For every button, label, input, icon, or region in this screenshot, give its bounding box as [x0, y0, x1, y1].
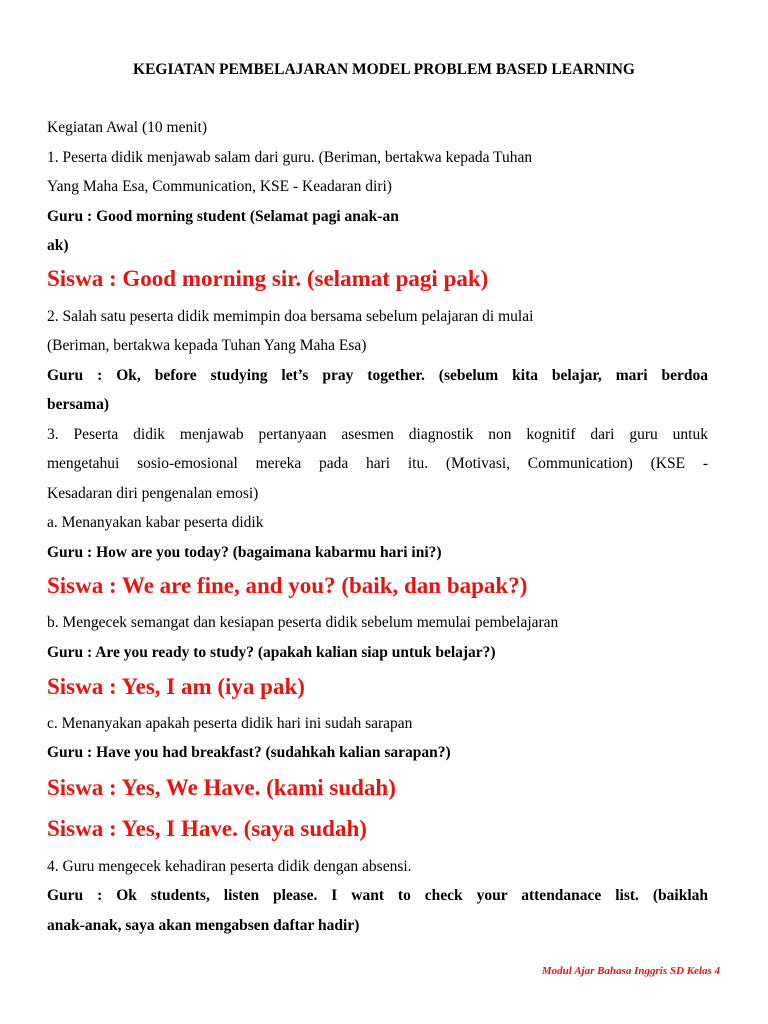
step-3b-text: b. Mengecek semangat dan kesiapan peserta didik sebelum memulai pembelajaran [47, 614, 559, 631]
guru-line-4-cont: anak-anak, saya akan mengabsen daftar hadir) [47, 917, 360, 934]
step-3-text: 3. Peserta didik menjawab pertanyaan asesmen diagnostik non kognitif dari guru untuk [47, 426, 708, 443]
step-1-text-cont: Yang Maha Esa, Communication, KSE - Keadaran diri) [47, 178, 392, 195]
siswa-response-3: Siswa : Yes, I am (iya pak) [47, 674, 305, 699]
document-title: KEGIATAN PEMBELAJARAN MODEL PROBLEM BASED LEARNING [133, 61, 635, 78]
step-2-text: 2. Salah satu peserta didik memimpin doa bersama sebelum pelajaran di mulai [47, 308, 534, 325]
step-1-text: 1. Peserta didik menjawab salam dari guru. (Beriman, bertakwa kepada Tuhan [47, 149, 533, 166]
guru-line-2: Guru : Ok, before studying let’s pray together. (sebelum kita belajar, mari berdoa [47, 367, 708, 384]
guru-line-3a: Guru : How are you today? (bagaimana kabarmu hari ini?) [47, 544, 442, 561]
section-heading: Kegiatan Awal (10 menit) [47, 119, 207, 136]
guru-line-4: Guru : Ok students, listen please. I want to check your attendanace list. (baiklah [47, 887, 708, 904]
siswa-response-4: Siswa : Yes, We Have. (kami sudah) [47, 775, 396, 800]
step-4-text: 4. Guru mengecek kehadiran peserta didik dengan absensi. [47, 858, 412, 875]
step-3-text-cont: mengetahui sosio-emosional mereka pada hari itu. (Motivasi, Communication) (KSE - [47, 455, 708, 472]
guru-line-1: Guru : Good morning student (Selamat pagi anak-an [47, 208, 399, 225]
siswa-response-5: Siswa : Yes, I Have. (saya sudah) [47, 816, 367, 841]
siswa-response-1: Siswa : Good morning sir. (selamat pagi pak) [47, 266, 489, 291]
step-2-text-cont: (Beriman, bertakwa kepada Tuhan Yang Maha Esa) [47, 337, 367, 354]
guru-line-3b: Guru : Are you ready to study? (apakah kalian siap untuk belajar?) [47, 644, 496, 661]
step-3c-text: c. Menanyakan apakah peserta didik hari ini sudah sarapan [47, 715, 413, 732]
siswa-response-2: Siswa : We are fine, and you? (baik, dan bapak?) [47, 573, 528, 598]
step-3a-text: a. Menanyakan kabar peserta didik [47, 514, 264, 531]
guru-line-3c: Guru : Have you had breakfast? (sudahkah kalian sarapan?) [47, 744, 451, 761]
guru-line-1-cont: ak) [47, 237, 69, 254]
guru-line-2-cont: bersama) [47, 396, 109, 413]
step-3-text-end: Kesadaran diri pengenalan emosi) [47, 485, 259, 502]
page-footer: Modul Ajar Bahasa Inggris SD Kelas 4 [541, 965, 720, 977]
